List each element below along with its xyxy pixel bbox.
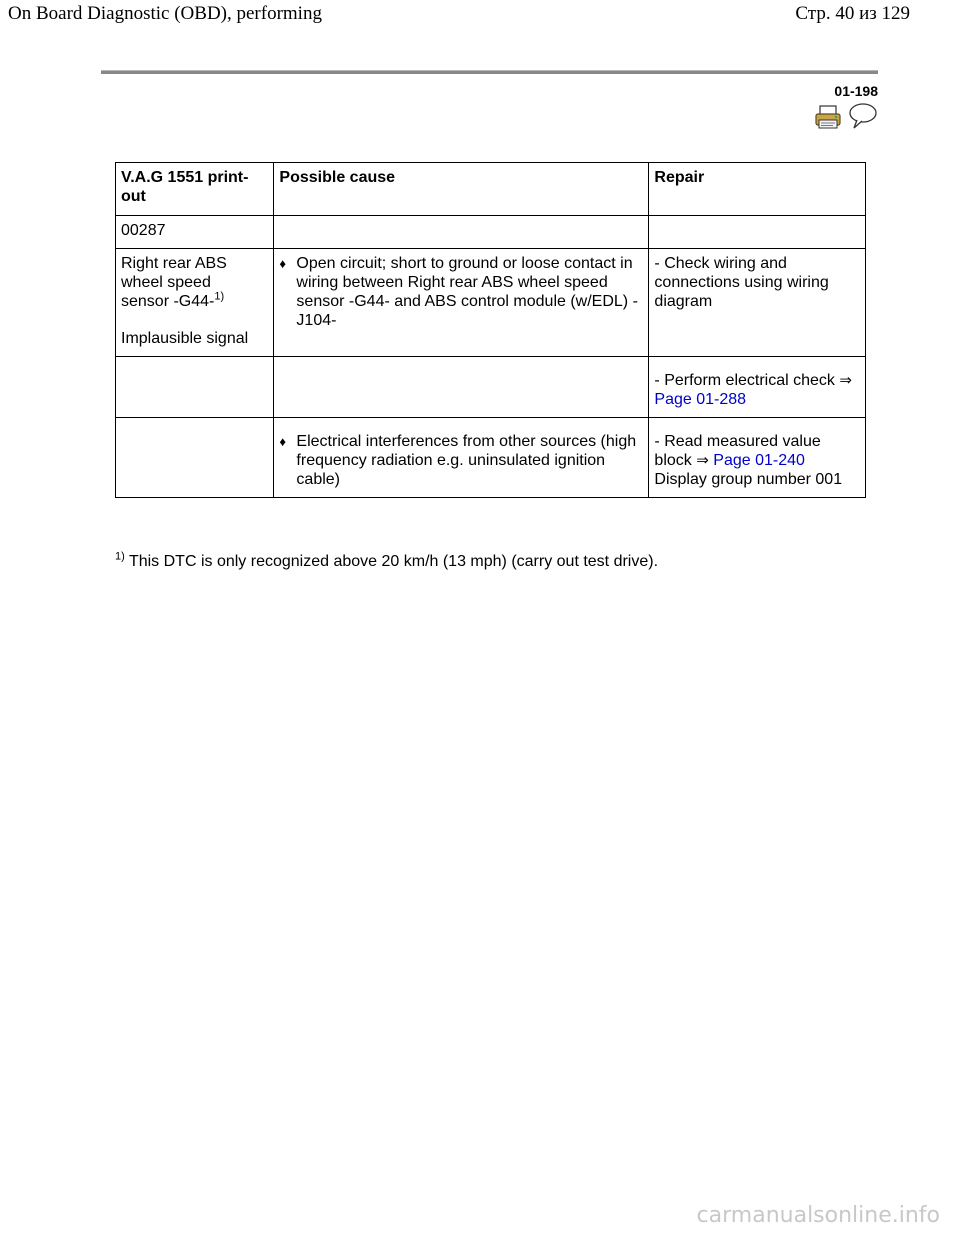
cause-cell [274, 418, 649, 498]
repair-extra: Display group number 001 [654, 471, 843, 488]
diamond-bullet-icon: ♦ [279, 256, 287, 271]
arrow-right-icon: ⇒ [839, 372, 852, 389]
component-name-line: sensor -G44- [121, 293, 215, 310]
column-header: V.A.G 1551 print-out [116, 163, 274, 216]
column-header: Possible cause [274, 163, 649, 216]
diamond-bullet-icon: ♦ [279, 434, 287, 449]
possible-cause-text: Open circuit; short to ground or loose contact in wiring between Right rear ABS wheel speed sensor -G44- and ABS control module (w/EDL) -J104- [296, 255, 638, 329]
possible-cause-text: Electrical interferences from other sources (high frequency radiation e.g. uninsulated ignition cable) [296, 433, 637, 488]
document-title: On Board Diagnostic (OBD), performing [8, 3, 322, 24]
table-cell [116, 357, 274, 418]
header-divider [101, 70, 878, 74]
repair-text: - Perform electrical check [654, 372, 835, 389]
component-name-line: wheel speed [121, 274, 211, 291]
page-number: 01-198 [834, 83, 878, 99]
footnote [115, 550, 659, 571]
repair-text: - Read measured value block [654, 433, 821, 469]
printer-icon[interactable] [814, 104, 842, 130]
repair-cell [649, 418, 866, 498]
table-row [116, 249, 866, 357]
footnote-marker: 1) [115, 550, 125, 563]
dtc-code: 00287 [116, 216, 274, 249]
page-counter: Стр. 40 из 129 [795, 3, 910, 24]
table-row [116, 357, 866, 418]
table-cell [274, 216, 649, 249]
page-link[interactable]: Page 01-240 [713, 452, 805, 469]
table-cell [649, 216, 866, 249]
component-cell [116, 249, 274, 357]
component-name-line: Right rear ABS [121, 255, 227, 272]
footnote-text: This DTC is only recognized above 20 km/h (13 mph) (carry out test drive). [128, 553, 659, 570]
table-header-row [116, 163, 866, 216]
repair-cell [649, 357, 866, 418]
column-header: Repair [649, 163, 866, 216]
cause-cell [274, 249, 649, 357]
table-row [116, 216, 866, 249]
page-link[interactable]: Page 01-288 [654, 391, 747, 408]
arrow-right-icon: ⇒ [696, 452, 709, 469]
table-cell [116, 418, 274, 498]
fault-type: Implausible signal [121, 330, 249, 347]
dtc-table [115, 162, 866, 498]
table-cell [274, 357, 649, 418]
table-row [116, 418, 866, 498]
speech-bubble-icon[interactable] [848, 102, 878, 130]
watermark: carmanualsonline.info [696, 1203, 940, 1228]
footnote-ref: 1) [214, 290, 225, 303]
repair-cell: - Check wiring and connections using wiring diagram [649, 249, 866, 357]
